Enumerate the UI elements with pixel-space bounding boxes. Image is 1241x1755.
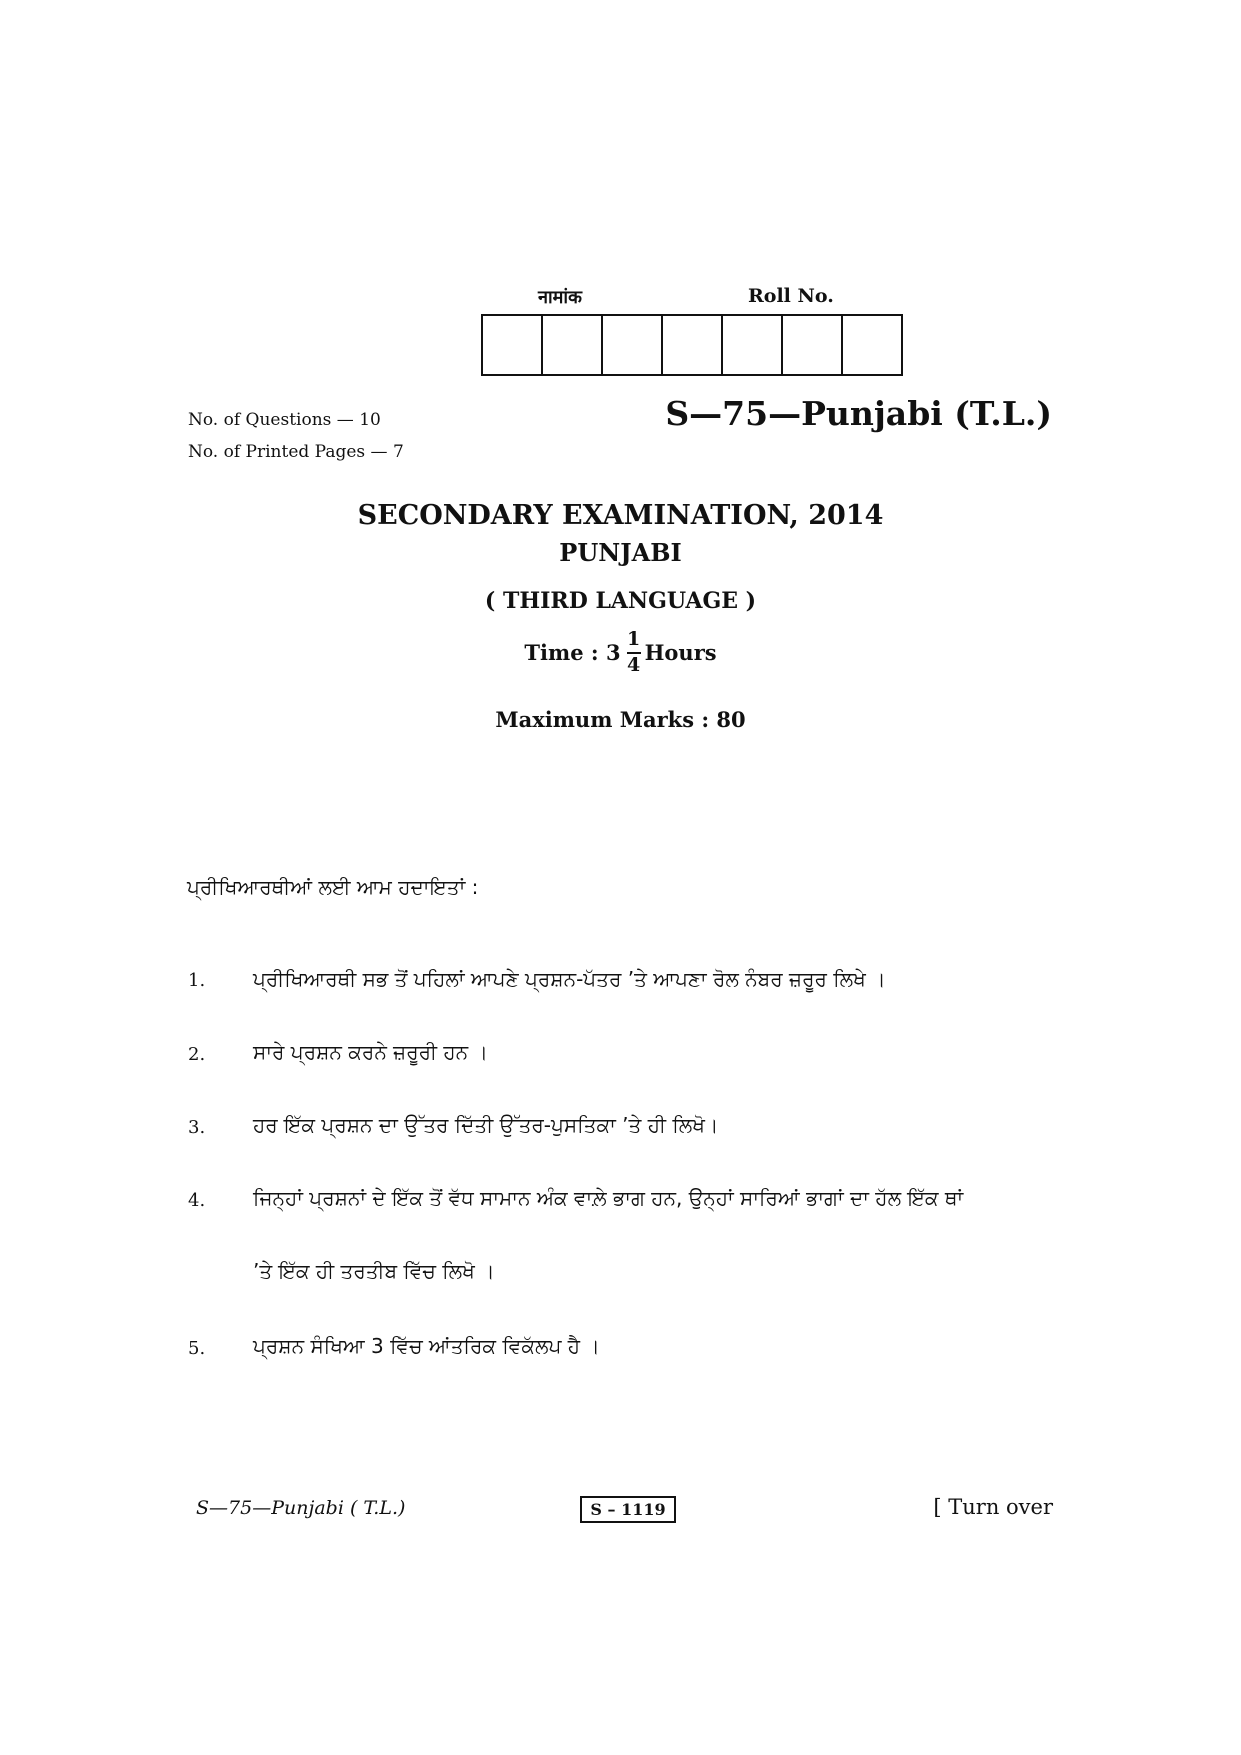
instruction-number: 3. — [188, 1117, 206, 1138]
instruction-number: 4. — [188, 1190, 206, 1211]
exam-language: ( THIRD LANGUAGE ) — [484, 588, 757, 614]
roll-box — [723, 316, 783, 374]
instruction-text: ਹਰ ਇੱਕ ਪ੍ਰਸ਼ਨ ਦਾ ਉੱਤਰ ਦਿੱਤੀ ਉੱਤਰ-ਪੁਸਤਿਕਾ ’ਤੇ ਹੀ ਲਿਖੋ। — [253, 1113, 719, 1137]
instruction-text: ਜਿਨ੍ਹਾਂ ਪ੍ਰਸ਼ਨਾਂ ਦੇ ਇੱਕ ਤੋਂ ਵੱਧ ਸਾਮਾਨ ਅੰਕ ਵਾਲ਼ੇ ਭਾਗ ਹਨ, ਉਨ੍ਹਾਂ ਸਾਰਿਆਂ ਭਾਗਾਂ ਦਾ ਹੱਲ ਇੱਕ ਥਾਂ — [253, 1186, 964, 1210]
roll-box — [783, 316, 843, 374]
exam-title: SECONDARY EXAMINATION, 2014 — [357, 500, 884, 531]
fraction-numerator: 1 — [626, 628, 641, 650]
exam-time — [54, 630, 1187, 676]
roll-box — [603, 316, 663, 374]
time-suffix: Hours — [644, 640, 717, 666]
maximum-marks: Maximum Marks : 80 — [495, 707, 746, 732]
time-fraction — [627, 630, 641, 676]
instructions-heading: ਪ੍ਰੀਖਿਆਰਥੀਆਂ ਲਈ ਆਮ ਹਦਾਇਤਾਂ : — [187, 875, 479, 899]
instruction-number: 1. — [188, 970, 206, 991]
footer-series-code: S – 1119 — [580, 1496, 676, 1523]
instruction-number: 5. — [188, 1338, 206, 1359]
time-prefix: Time : 3 — [524, 640, 621, 666]
footer-paper-code: S—75—Punjabi ( T.L.) — [196, 1497, 406, 1519]
roll-box — [843, 316, 901, 374]
roll-label-english: Roll No. — [748, 285, 834, 307]
fraction-denominator: 4 — [626, 653, 641, 676]
exam-subject: PUNJABI — [559, 538, 682, 567]
turn-over-note: [ Turn over — [933, 1495, 1053, 1519]
instruction-number: 2. — [188, 1044, 206, 1065]
roll-box — [663, 316, 723, 374]
number-of-pages: No. of Printed Pages — 7 — [188, 442, 404, 462]
roll-box — [483, 316, 543, 374]
paper-code: S—75—Punjabi (T.L.) — [665, 394, 1052, 433]
number-of-questions: No. of Questions — 10 — [188, 410, 381, 430]
instruction-text-continued: ’ਤੇ ਇੱਕ ਹੀ ਤਰਤੀਬ ਵਿੱਚ ਲਿਖੋ । — [253, 1259, 495, 1283]
roll-number-boxes — [481, 314, 903, 376]
instruction-text: ਸਾਰੇ ਪ੍ਰਸ਼ਨ ਕਰਨੇ ਜ਼ਰੂਰੀ ਹਨ । — [253, 1040, 489, 1064]
instruction-text: ਪ੍ਰਸ਼ਨ ਸੰਖਿਆ 3 ਵਿੱਚ ਆਂਤਰਿਕ ਵਿਕੱਲਪ ਹੈ । — [253, 1334, 600, 1358]
roll-box — [543, 316, 603, 374]
instruction-text: ਪ੍ਰੀਖਿਆਰਥੀ ਸਭ ਤੋਂ ਪਹਿਲਾਂ ਆਪਣੇ ਪ੍ਰਸ਼ਨ-ਪੱਤਰ ’ਤੇ ਆਪਣਾ ਰੋਲ ਨੰਬਰ ਜ਼ਰੂਰ ਲਿਖੇ । — [253, 967, 886, 991]
roll-label-hindi: नामांक — [538, 287, 582, 308]
